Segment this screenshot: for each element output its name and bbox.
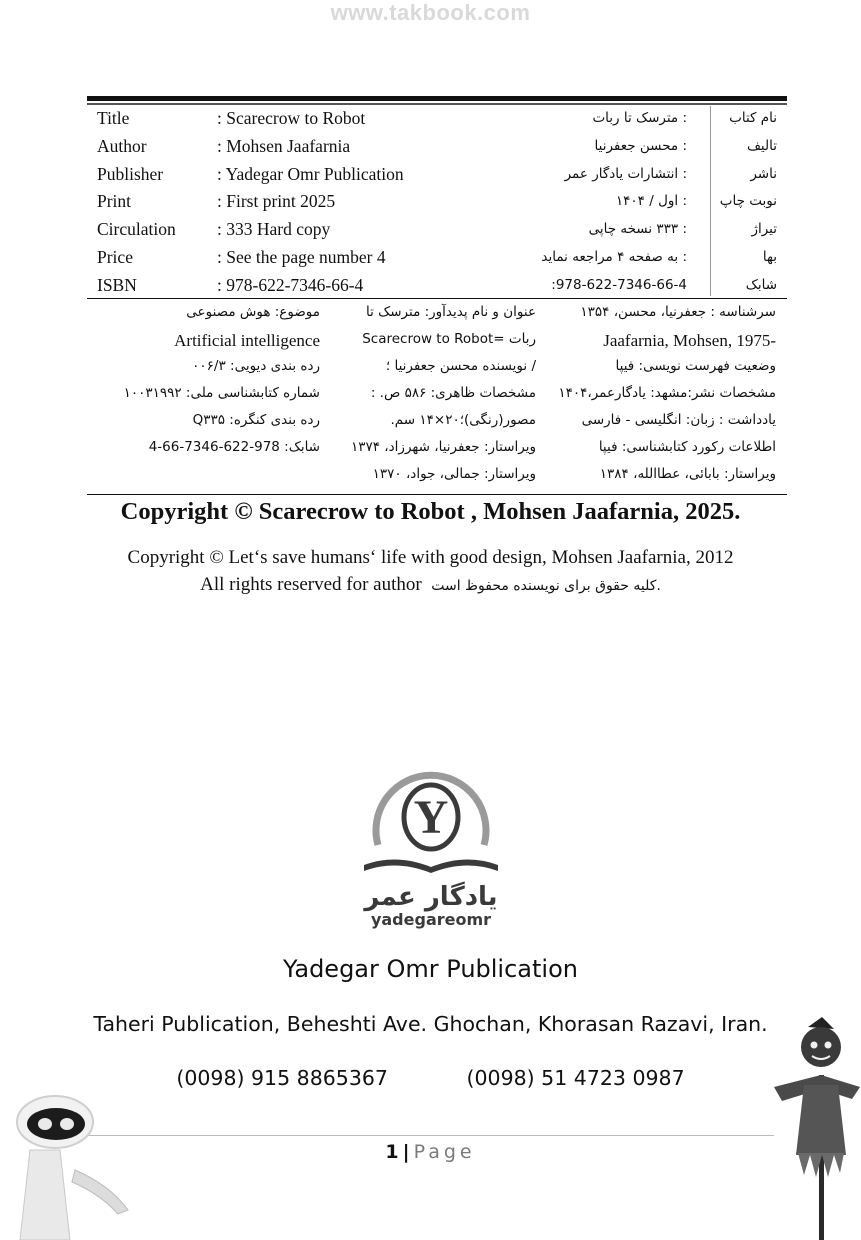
- footer-rule: [88, 1135, 774, 1136]
- catalog-line: -Jaafarnia, Mohsen, 1975: [603, 331, 776, 350]
- info-key-en: Price: [97, 246, 133, 267]
- info-key-fa: نوبت چاپ: [719, 193, 777, 210]
- robot-eye-left: [38, 1118, 52, 1130]
- info-key-fa: تیراژ: [751, 221, 777, 238]
- phone-mobile: (0098) 915 8865367: [176, 1066, 388, 1090]
- info-value-fa: 978-622-7346-66-4:: [551, 276, 687, 293]
- rights-fa: کلیه حقوق برای نویسنده محفوظ است.: [431, 578, 661, 594]
- top-rule-thin: [87, 103, 787, 105]
- catalog-line: ربات =Scarecrow to Robot: [362, 331, 536, 347]
- info-value-fa: : به صفحه ۴ مراجعه نماید: [541, 248, 687, 265]
- catalog-line: سرشناسه : جعفرنیا، محسن، ۱۳۵۴: [580, 304, 776, 320]
- info-value-en: : 333 Hard copy: [217, 219, 331, 240]
- info-key-fa: شابک: [745, 276, 777, 293]
- info-key-en: ISBN: [97, 274, 137, 295]
- publisher-logo: [356, 765, 506, 935]
- robot-arm: [72, 1170, 128, 1214]
- info-value-en: : 978-622-7346-66-4: [217, 274, 364, 295]
- info-value-fa: : اول / ۱۴۰۴: [615, 193, 687, 210]
- copyright-sub: Copyright © Let‘s save humans‘ life with good design, Mohsen Jaafarnia, 2012: [127, 547, 734, 568]
- scarecrow-coat: [796, 1085, 846, 1155]
- catalog-line: مصور(رنگی)؛۲۰×۱۴ س‍م.: [390, 412, 536, 428]
- info-row-circulation: [87, 217, 787, 245]
- publisher-address: Taheri Publication, Beheshti Ave. Ghochan, Khorasan Razavi, Iran.: [93, 1012, 768, 1036]
- logo-en-text: yadegareomr: [370, 910, 492, 929]
- catalog-line: Artificial intelligence: [174, 331, 320, 350]
- page-number-value: 1: [385, 1141, 399, 1163]
- scarecrow-eye: [825, 1042, 832, 1049]
- page-separator: |: [402, 1141, 410, 1163]
- robot-body: [20, 1150, 70, 1240]
- copyright-rule: [87, 494, 787, 495]
- info-key-en: Publisher: [97, 163, 164, 184]
- info-key-en: Title: [97, 108, 130, 128]
- catalog-line: مشخصات نشر:مشهد: یادگارعمر،۱۴۰۴: [558, 385, 776, 401]
- info-value-fa: : انتشارات یادگار عمر: [564, 165, 687, 182]
- scarecrow-head: [801, 1027, 841, 1067]
- catalog-column-3: [100, 304, 320, 466]
- scarecrow-illustration: [770, 1015, 861, 1240]
- info-row-author: [87, 134, 787, 162]
- logo-monogram: Y: [413, 791, 449, 844]
- info-key-en: Print: [97, 191, 132, 212]
- catalog-line: یادداشت : زبان: انگلیسی - فارسی: [581, 412, 776, 428]
- catalog-line: ویراستار: بابائی، عطاالله، ۱۳۸۴: [599, 466, 776, 482]
- catalog-line: / نویسنده محسن جعفرنیا ؛: [385, 358, 536, 374]
- page-label: Page: [413, 1141, 476, 1163]
- catalog-line: وضعیت فهرست نویسی: فیپا: [615, 358, 776, 374]
- publisher-name: Yadegar Omr Publication: [283, 955, 578, 983]
- info-value-en: : Mohsen Jaafarnia: [217, 135, 351, 156]
- top-rule-thick: [87, 96, 787, 101]
- info-value-en: : See the page number 4: [217, 246, 386, 267]
- catalog-line: مشخصات ظاهری: ۵۸۶ ص. :: [370, 385, 536, 401]
- info-value-fa: : محسن جعفرنیا: [594, 137, 687, 154]
- catalog-line: شماره کتابشناسی ملی: ۱۰۰۳۱۹۹۲: [123, 385, 320, 401]
- catalog-column-1: [540, 304, 776, 493]
- robot-visor: [27, 1108, 85, 1140]
- info-row-publisher: [87, 162, 787, 190]
- info-key-fa: ناشر: [750, 165, 777, 182]
- info-key-fa: تالیف: [746, 137, 777, 154]
- info-row-print: [87, 189, 787, 217]
- section-rule: [87, 298, 787, 299]
- scarecrow-eye: [811, 1042, 818, 1049]
- catalog-line: اطلاعات رکورد کتابشناسی: فیپا: [598, 439, 776, 455]
- book-icon: [364, 859, 498, 873]
- book-info-table: [87, 106, 787, 301]
- watermark: www.takbook.com: [330, 0, 531, 25]
- catalog-line: ویراستار: جعفرنیا، شهرزاد، ۱۳۷۴: [351, 439, 536, 455]
- rights-en: All rights reserved for author: [200, 574, 422, 595]
- catalog-line: رده بندی کنگره: Q۳۳۵: [192, 412, 320, 428]
- info-value-en: : Yadegar Omr Publication: [217, 163, 404, 184]
- catalog-line: موضوع: هوش مصنوعی: [186, 304, 320, 320]
- logo-fa-text: یادگار عمر: [364, 882, 498, 912]
- table-divider: [710, 106, 711, 296]
- catalog-column-2: [330, 304, 536, 493]
- info-row-title: [87, 106, 787, 134]
- info-key-en: Circulation: [97, 219, 176, 240]
- rights-line: [0, 574, 861, 596]
- info-row-price: [87, 245, 787, 273]
- copyright-main: Copyright © Scarecrow to Robot , Mohsen Jaafarnia, 2025.: [120, 498, 741, 525]
- info-value-fa: : ۳۳۳ نسخه چاپی: [588, 221, 687, 238]
- catalog-line: عنوان و نام پدیدآور: مترسک تا: [365, 304, 536, 320]
- info-row-isbn: [87, 273, 787, 301]
- catalog-line: رده بندی دیویی: ۰۰۶/۳: [192, 358, 320, 374]
- robot-eye-right: [60, 1118, 74, 1130]
- info-key-en: Author: [97, 135, 147, 156]
- robot-illustration: [0, 1090, 135, 1240]
- phone-numbers: [0, 1066, 861, 1090]
- info-value-en: : First print 2025: [217, 191, 336, 212]
- catalog-line: شابک: 978-622-7346-66-4: [148, 439, 320, 455]
- info-key-fa: بها: [762, 248, 777, 265]
- phone-landline: (0098) 51 4723 0987: [466, 1066, 685, 1090]
- catalog-line: ویراستار: جمالی، جواد، ۱۳۷۰: [372, 466, 536, 482]
- info-value-en: : Scarecrow to Robot: [217, 108, 366, 128]
- info-value-fa: : مترسک تا ربات: [592, 110, 687, 126]
- info-key-fa: نام کتاب: [729, 110, 777, 126]
